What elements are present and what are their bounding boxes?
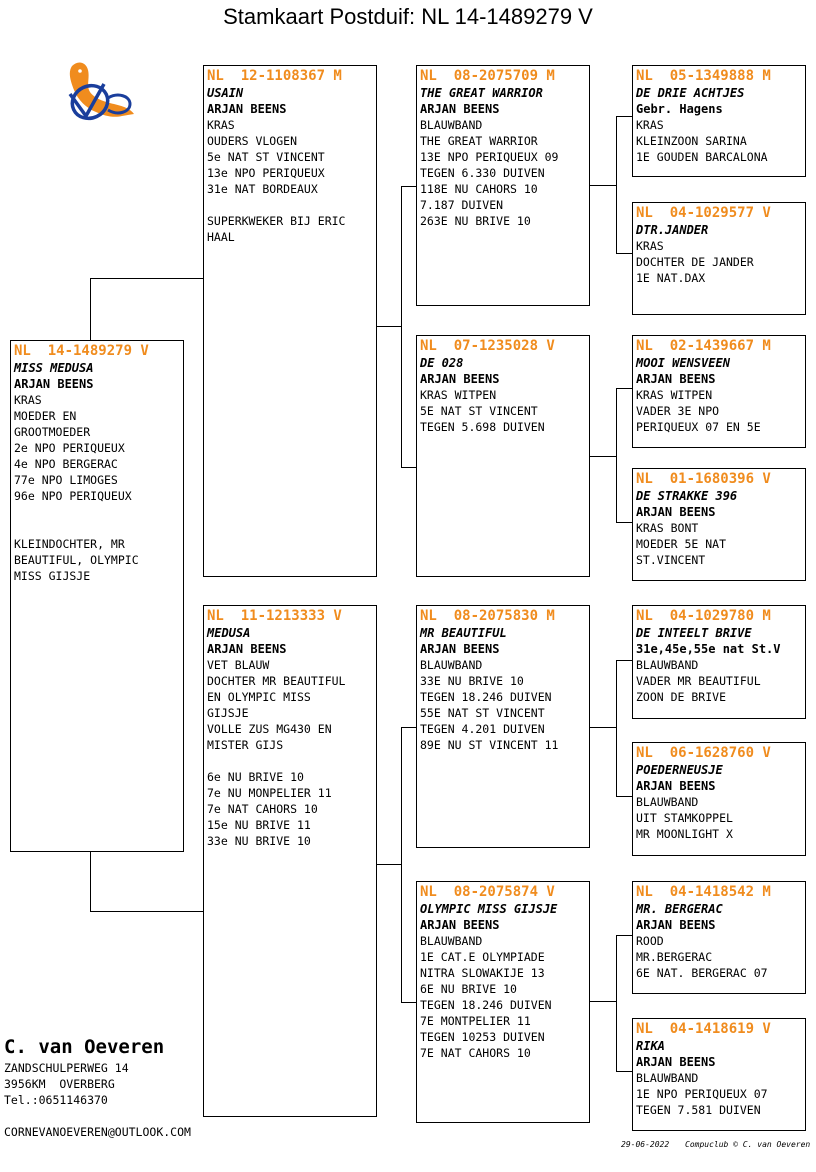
ring-number: NL 08-2075830 M xyxy=(420,608,555,624)
pigeon-info-line: 7E MONTPELIER 11 xyxy=(420,1014,531,1028)
ring-number: NL 11-1213333 V xyxy=(207,608,342,624)
pigeon-info-line: PERIQUEUX 07 EN 5E xyxy=(636,420,761,434)
pigeon-card-ffm xyxy=(632,202,806,315)
pigeon-name: MR BEAUTIFUL xyxy=(420,626,507,640)
pigeon-info-line: TEGEN 10253 DUIVEN xyxy=(420,1030,545,1044)
ring-number: NL 04-1029577 V xyxy=(636,205,771,221)
pigeon-info-line: 7E NAT CAHORS 10 xyxy=(420,1046,531,1060)
pigeon-name: DTR.JANDER xyxy=(636,223,709,237)
pigeon-info-line: TEGEN 18.246 DUIVEN xyxy=(420,998,552,1012)
pigeon-info-line: HAAL xyxy=(207,230,235,244)
breeder-name: ARJAN BEENS xyxy=(636,372,716,386)
pigeon-info-line: TEGEN 7.581 DUIVEN xyxy=(636,1103,761,1117)
pigeon-info-line: DOCHTER DE JANDER xyxy=(636,255,754,269)
pigeon-info-line: GROOTMOEDER xyxy=(14,425,91,439)
pigeon-info-line: 7e NU MONPELIER 11 xyxy=(207,786,332,800)
pigeon-info-line: GIJSJE xyxy=(207,706,249,720)
connector-line xyxy=(616,116,617,254)
breeder-name: ARJAN BEENS xyxy=(420,918,500,932)
ring-number: NL 02-1439667 M xyxy=(636,338,771,354)
pigeon-card-father-mother xyxy=(416,335,590,577)
connector-line xyxy=(616,935,617,1072)
ring-number: NL 08-2075709 M xyxy=(420,68,555,84)
pigeon-info-line: VOLLE ZUS MG430 EN xyxy=(207,722,332,736)
pigeon-name: DE INTEELT BRIVE xyxy=(636,626,752,640)
pigeon-info-line xyxy=(14,504,180,520)
page-title: Stamkaart Postduif: NL 14-1489279 V xyxy=(223,4,593,29)
pigeon-info-line: SUPERKWEKER BIJ ERIC xyxy=(207,214,346,228)
pigeon-info-line: 96e NPO PERIQUEUX xyxy=(14,489,132,503)
pigeon-info-line: 6e NU BRIVE 10 xyxy=(207,770,304,784)
pigeon-name: THE GREAT WARRIOR xyxy=(420,86,543,100)
connector-line xyxy=(616,522,633,523)
pigeon-info-line: KRAS BONT xyxy=(636,521,699,535)
pigeon-info-line: UIT STAMKOPPEL xyxy=(636,811,733,825)
pigeon-info-line: TEGEN 18.246 DUIVEN xyxy=(420,690,552,704)
connector-line xyxy=(90,278,91,340)
pigeon-info-line: 4e NPO BERGERAC xyxy=(14,457,118,471)
pigeon-name: OLYMPIC MISS GIJSJE xyxy=(420,902,558,916)
pigeon-info-line: TEGEN 4.201 DUIVEN xyxy=(420,722,545,736)
connector-line xyxy=(589,185,617,186)
pigeon-name: POEDERNEUSJE xyxy=(636,763,723,777)
connector-line xyxy=(616,116,633,117)
owner-phone: Tel.:0651146370 xyxy=(4,1093,108,1107)
connector-line xyxy=(589,456,617,457)
pigeon-name: MR. BERGERAC xyxy=(636,902,723,916)
pigeon-card-mother xyxy=(203,605,377,1117)
pigeon-card-father xyxy=(203,65,377,577)
pigeon-info-line: KRAS WITPEN xyxy=(636,388,713,402)
pigeon-info-line: VADER 3E NPO xyxy=(636,404,720,418)
pigeon-info-line: MR MOONLIGHT X xyxy=(636,827,733,841)
connector-line xyxy=(616,935,633,936)
pigeon-info-line: 5e NAT ST VINCENT xyxy=(207,150,325,164)
connector-line xyxy=(616,388,617,523)
breeder-name: 31e,45e,55e nat St.V xyxy=(636,642,781,656)
pigeon-info-line: MR.BERGERAC xyxy=(636,950,713,964)
breeder-name: ARJAN BEENS xyxy=(207,102,287,116)
pigeon-info-line: 7e NAT CAHORS 10 xyxy=(207,802,318,816)
pigeon-info-line: 6E NAT. BERGERAC 07 xyxy=(636,966,768,980)
ring-number: NL 07-1235028 V xyxy=(420,338,555,354)
ring-number: NL 14-1489279 V xyxy=(14,343,149,359)
ring-number: NL 12-1108367 M xyxy=(207,68,342,84)
pigeon-name: DE DRIE ACHTJES xyxy=(636,86,745,100)
pigeon-info-line: MISTER GIJS xyxy=(207,738,284,752)
pigeon-info-line: VET BLAUW xyxy=(207,658,270,672)
pigeon-info-line: EN OLYMPIC MISS xyxy=(207,690,311,704)
pigeon-info-line: 77e NPO LIMOGES xyxy=(14,473,118,487)
pigeon-info-line: KRAS xyxy=(14,393,42,407)
pigeon-card-mmm xyxy=(632,1018,806,1131)
pigeon-info-line: 1E GOUDEN BARCALONA xyxy=(636,150,768,164)
pigeon-card-mother-father xyxy=(416,605,590,848)
pigeon-name: DE STRAKKE 396 xyxy=(636,489,738,503)
connector-line xyxy=(376,864,402,865)
connector-line xyxy=(401,186,417,187)
connector-line xyxy=(616,388,633,389)
connector-line xyxy=(376,326,402,327)
pigeon-info-line: MOEDER EN xyxy=(14,409,77,423)
pigeon-card-mother-mother xyxy=(416,881,590,1123)
connector-line xyxy=(616,796,633,797)
pigeon-info-line: 13E NPO PERIQUEUX 09 xyxy=(420,150,559,164)
pigeon-info-line: KRAS xyxy=(636,239,664,253)
pigeon-info-line: 118E NU CAHORS 10 xyxy=(420,182,538,196)
breeder-name: ARJAN BEENS xyxy=(14,377,94,391)
pigeon-info-line: VADER MR BEAUTIFUL xyxy=(636,674,761,688)
ring-number: NL 08-2075874 V xyxy=(420,884,555,900)
pigeon-info-line: 89E NU ST VINCENT 11 xyxy=(420,738,559,752)
breeder-name: ARJAN BEENS xyxy=(636,505,716,519)
pigeon-name: USAIN xyxy=(207,86,244,100)
footer-credit: Compuclub © C. van Oeveren xyxy=(685,1140,811,1149)
pigeon-info-line: OUDERS VLOGEN xyxy=(207,134,298,148)
pigeon-info-line: 7.187 DUIVEN xyxy=(420,198,504,212)
pigeon-info-line: 6E NU BRIVE 10 xyxy=(420,982,517,996)
pigeon-info-line: 15e NU BRIVE 11 xyxy=(207,818,311,832)
pigeon-info-line: 31e NAT BORDEAUX xyxy=(207,182,318,196)
owner-city: 3956KM OVERBERG xyxy=(4,1077,115,1091)
owner-name: C. van Oeveren xyxy=(4,1036,165,1058)
owner-email: CORNEVANOEVEREN@OUTLOOK.COM xyxy=(4,1125,191,1139)
pigeon-info-line: DOCHTER MR BEAUTIFUL xyxy=(207,674,346,688)
breeder-name: ARJAN BEENS xyxy=(636,779,716,793)
pigeon-card-fmm xyxy=(632,468,806,581)
connector-line xyxy=(589,727,617,728)
pigeon-info-line: 1E NPO PERIQUEUX 07 xyxy=(636,1087,768,1101)
pigeon-name: MISS MEDUSA xyxy=(14,361,94,375)
pigeon-info-line: BLAUWBAND xyxy=(636,1071,699,1085)
pigeon-info-line: BLAUWBAND xyxy=(636,795,699,809)
pigeon-info-line xyxy=(207,753,373,769)
pigeon-info-line: BLAUWBAND xyxy=(636,658,699,672)
pigeon-name: RIKA xyxy=(636,1039,665,1053)
pigeon-name: MEDUSA xyxy=(207,626,251,640)
pigeon-info-line: 5E NAT ST VINCENT xyxy=(420,404,538,418)
pigeon-info-line: TEGEN 6.330 DUIVEN xyxy=(420,166,545,180)
breeder-name: ARJAN BEENS xyxy=(420,642,500,656)
pigeon-info-line: ZOON DE BRIVE xyxy=(636,690,727,704)
connector-line xyxy=(401,727,402,1003)
pigeon-card-mmf xyxy=(632,881,806,994)
connector-line xyxy=(401,727,417,728)
breeder-name: ARJAN BEENS xyxy=(636,918,716,932)
pigeon-logo-icon xyxy=(60,58,140,128)
pigeon-info-line: 1E NAT.DAX xyxy=(636,271,706,285)
breeder-name: ARJAN BEENS xyxy=(636,1055,716,1069)
pigeon-info-line: THE GREAT WARRIOR xyxy=(420,134,538,148)
pigeon-info-line: 1E CAT.E OLYMPIADE xyxy=(420,950,545,964)
pigeon-info-line: 55E NAT ST VINCENT xyxy=(420,706,545,720)
connector-line xyxy=(90,911,204,912)
breeder-name: ARJAN BEENS xyxy=(420,372,500,386)
connector-line xyxy=(90,851,91,912)
connector-line xyxy=(616,253,633,254)
pigeon-info-line: 2e NPO PERIQUEUX xyxy=(14,441,125,455)
footer-date: 29-06-2022 xyxy=(621,1140,670,1149)
pigeon-info-line: KLEINDOCHTER, MR xyxy=(14,537,125,551)
owner-address: ZANDSCHULPERWEG 14 xyxy=(4,1061,129,1075)
pigeon-info-line: BLAUWBAND xyxy=(420,934,483,948)
pigeon-info-line: BEAUTIFUL, OLYMPIC xyxy=(14,553,139,567)
pigeon-card-mff xyxy=(632,605,806,719)
breeder-name: ARJAN BEENS xyxy=(420,102,500,116)
pigeon-card-mfm xyxy=(632,742,806,856)
connector-line xyxy=(616,1071,633,1072)
pigeon-info-line: BLAUWBAND xyxy=(420,658,483,672)
connector-line xyxy=(401,186,402,468)
pigeon-info-line: ROOD xyxy=(636,934,664,948)
ring-number: NL 04-1418619 V xyxy=(636,1021,771,1037)
pigeon-info-line: BLAUWBAND xyxy=(420,118,483,132)
connector-line xyxy=(401,1002,417,1003)
connector-line xyxy=(401,467,417,468)
ring-number: NL 06-1628760 V xyxy=(636,745,771,761)
pigeon-card-fff xyxy=(632,65,806,177)
pigeon-card-father-father xyxy=(416,65,590,306)
pigeon-name: DE 028 xyxy=(420,356,464,370)
breeder-name: ARJAN BEENS xyxy=(207,642,287,656)
connector-line xyxy=(90,278,204,279)
connector-line xyxy=(616,660,617,797)
pigeon-info-line: NITRA SLOWAKIJE 13 xyxy=(420,966,545,980)
ring-number: NL 04-1029780 M xyxy=(636,608,771,624)
breeder-name: Gebr. Hagens xyxy=(636,102,723,116)
pigeon-name: MOOI WENSVEEN xyxy=(636,356,730,370)
pigeon-info-line: 33E NU BRIVE 10 xyxy=(420,674,524,688)
pigeon-info-line: KRAS WITPEN xyxy=(420,388,497,402)
pigeon-card-fmf xyxy=(632,335,806,448)
pigeon-info-line: TEGEN 5.698 DUIVEN xyxy=(420,420,545,434)
ring-number: NL 01-1680396 V xyxy=(636,471,771,487)
pigeon-info-line: KRAS xyxy=(207,118,235,132)
ring-number: NL 05-1349888 M xyxy=(636,68,771,84)
pigeon-info-line xyxy=(14,520,180,536)
pigeon-info-line: KLEINZOON SARINA xyxy=(636,134,747,148)
pigeon-info-line: 13e NPO PERIQUEUX xyxy=(207,166,325,180)
connector-line xyxy=(589,1001,617,1002)
connector-line xyxy=(616,660,633,661)
pigeon-info-line: ST.VINCENT xyxy=(636,553,706,567)
pigeon-info-line: 263E NU BRIVE 10 xyxy=(420,214,531,228)
pigeon-info-line: KRAS xyxy=(636,118,664,132)
pigeon-info-line xyxy=(207,197,373,213)
ring-number: NL 04-1418542 M xyxy=(636,884,771,900)
pigeon-info-line: MISS GIJSJE xyxy=(14,569,91,583)
pigeon-info-line: 33e NU BRIVE 10 xyxy=(207,834,311,848)
pigeon-card-main xyxy=(10,340,184,852)
pigeon-info-line: MOEDER 5E NAT xyxy=(636,537,727,551)
